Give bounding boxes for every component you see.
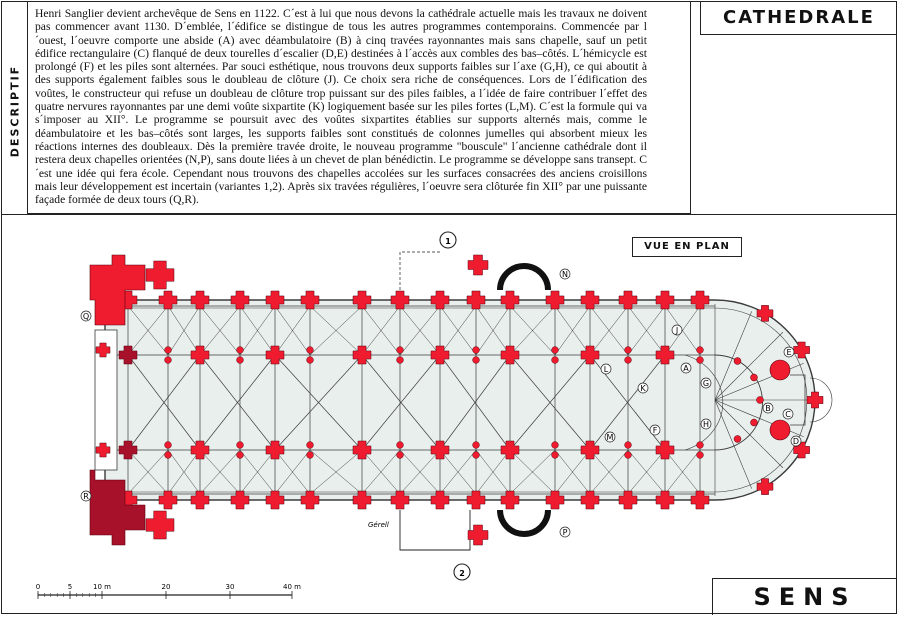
scale-label: 0 <box>35 583 41 591</box>
description-text: Henri Sanglier devient archevêque de Sens en 1122. C´est à lui que nous devons la cathédrale actuelle mais les travaux ne doivent pas commencer avant 1130. D´emblée, l´édifice se distingue de tous les autres programmes contemporains. Commencée par l´ouest, l´oeuvre comporte une abside (A) avec déambulatoire (B) à cinq travées rayonnantes mais sans chapelle, sauf un petit édifice rectangulaire (C) flanqué de deux tourelles d´escalier (D,E) destinées à l´accès aux combles des bas–côtés. L´hémicycle est prolongé (F) et les piles sont alternées. Par souci esthétique, nous trouvons deux supports faibles sur l´axe (G,H), ce qui aboutit à des supports également faibles sous le doubleau de clôture (J). Ce choix sera riche de conséquences. Lors de l´édification des voûtes, le constructeur qui refuse un doubleau de clôture trop puissant sur des piles faibles, a l´idée de faire contribuer l´effet des quatre nervures rayonnantes par une demi voûte sixpartite (K) logiquement basée sur les piles fortes (L,M). C´est la formule qui va s´imposer au XII°. Le programme se poursuit avec des voûtes sixpartites établies sur supports alternés mais, comme le déambulatoire et les bas–côtés sont larges, les supports faibles sont constitués de colonnes jumelles qui absorbent mieux les réactions internes des doubleaux. Dès la première travée droite, le nouveau programme "bouscule" l´ancienne cathédrale dont il restera deux chapelles orientées (N,P), sans doute liées à un chevet de plan bénédictin. Le programme se développe sans transept. C´est une idée qui fera école. Cependant nous trouvons des chapelles accolées sur les surfaces consacrées des anciens croisillons mais leur développement est incertain (variantes 1,2). Après six travées régulières, l´oeuvre sera clôturée fin XII° par une puissante façade formée de deux tours (Q,R). <box>35 7 647 207</box>
twin-column-pier <box>625 452 632 459</box>
twin-column-pier <box>697 452 704 459</box>
chapel-variant-pier <box>468 525 488 545</box>
label-c: C <box>785 409 791 419</box>
label-q: Q <box>82 311 90 321</box>
twin-column-pier <box>165 452 172 459</box>
chapel-n <box>500 266 548 290</box>
twin-column-pier <box>473 357 480 364</box>
twin-column-pier <box>307 357 314 364</box>
twin-column-pier <box>552 452 559 459</box>
scale-label: 5 <box>67 583 73 591</box>
twin-column-pier <box>552 357 559 364</box>
hemicycle-column <box>734 358 741 365</box>
twin-column-pier <box>625 357 632 364</box>
twin-column-pier <box>165 442 172 449</box>
twin-column-pier <box>237 442 244 449</box>
twin-column-pier <box>397 442 404 449</box>
twin-column-pier <box>625 442 632 449</box>
twin-column-pier <box>237 357 244 364</box>
twin-column-pier <box>307 452 314 459</box>
twin-column-pier <box>165 357 172 364</box>
hemicycle-column <box>750 374 757 381</box>
twin-column-pier <box>307 347 314 354</box>
twin-column-pier <box>237 452 244 459</box>
label-n: N <box>562 269 568 279</box>
twin-column-pier <box>697 347 704 354</box>
signature: Gérell <box>368 521 389 529</box>
hemicycle-column <box>757 397 764 404</box>
variant-2-outline <box>400 510 470 550</box>
city-name: SENS <box>753 583 857 611</box>
variant-number: 2 <box>459 569 465 578</box>
facade-pier-south <box>146 511 174 539</box>
label-r: R <box>83 491 89 501</box>
label-d: D <box>792 436 800 446</box>
side-label: DESCRIPTIF <box>8 64 22 158</box>
twin-column-pier <box>307 442 314 449</box>
twin-column-pier <box>473 452 480 459</box>
scale-label: 20 <box>161 583 171 591</box>
stair-tower-d <box>770 420 790 440</box>
chapel-variant-pier <box>468 255 488 275</box>
vault-fill <box>105 300 815 500</box>
label-p: P <box>562 527 568 537</box>
label-l: L <box>603 364 609 374</box>
hemicycle-column <box>750 419 757 426</box>
twin-column-pier <box>397 347 404 354</box>
label-j: J <box>675 325 679 335</box>
city-box <box>712 578 897 615</box>
label-g: G <box>702 378 710 388</box>
label-b: B <box>765 403 771 413</box>
twin-column-pier <box>552 347 559 354</box>
vault-area <box>105 300 815 500</box>
chapel-p <box>500 510 548 534</box>
twin-column-pier <box>237 347 244 354</box>
label-m: M <box>606 432 614 442</box>
twin-column-pier <box>697 442 704 449</box>
label-f: F <box>652 425 658 435</box>
twin-column-pier <box>697 357 704 364</box>
twin-column-pier <box>473 442 480 449</box>
twin-column-pier <box>397 357 404 364</box>
stair-tower-e <box>770 360 790 380</box>
label-e: E <box>786 347 792 357</box>
twin-column-pier <box>473 347 480 354</box>
view-label: VUE EN PLAN <box>632 237 742 257</box>
facade-pier-north <box>146 261 174 289</box>
label-k: K <box>640 383 646 393</box>
scale-label: 40 m <box>283 583 301 591</box>
scale-bar <box>36 583 301 599</box>
hemicycle-column <box>734 435 741 442</box>
scale-label: 30 <box>225 583 235 591</box>
twin-column-pier <box>165 347 172 354</box>
twin-column-pier <box>552 442 559 449</box>
label-a: A <box>683 363 689 373</box>
variant-1-outline <box>400 252 440 290</box>
twin-column-pier <box>625 347 632 354</box>
twin-column-pier <box>397 452 404 459</box>
scale-label: 10 m <box>93 583 111 591</box>
page-title: CATHEDRALE <box>723 7 875 28</box>
variant-number: 1 <box>445 237 451 246</box>
label-h: H <box>702 419 710 429</box>
